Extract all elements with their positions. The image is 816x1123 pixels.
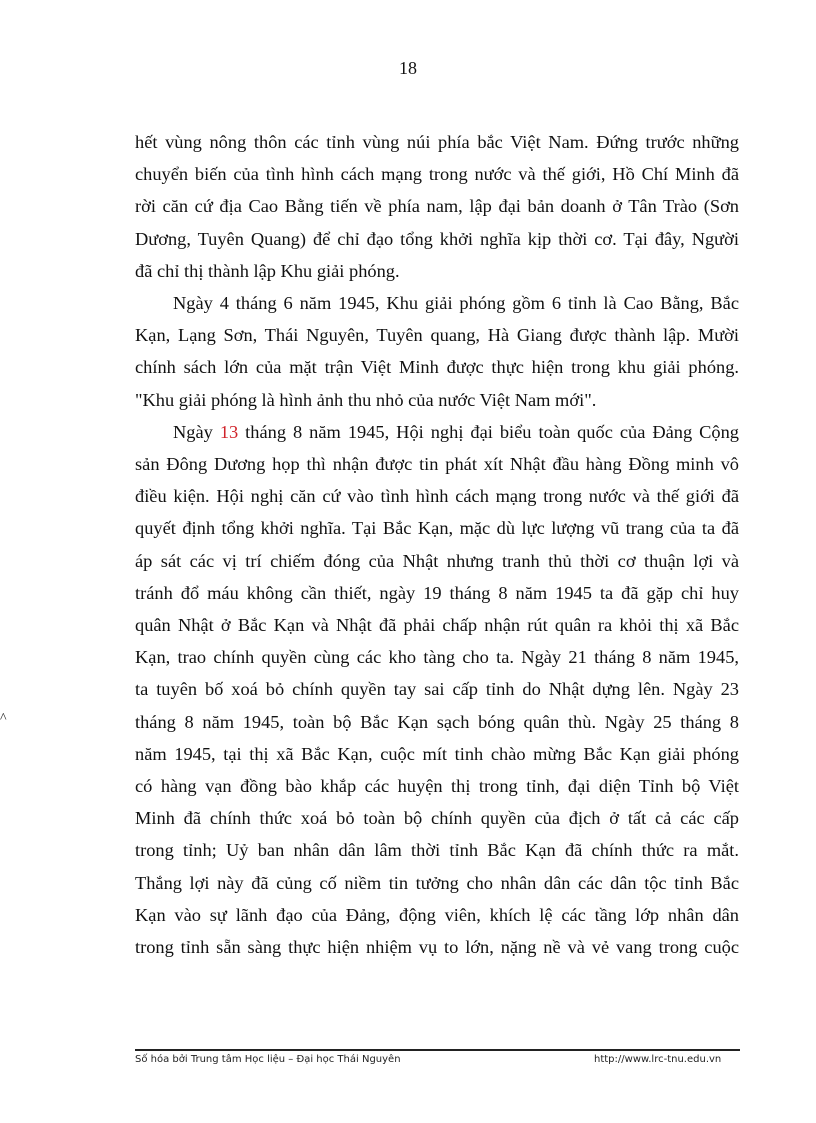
margin-mark: ^ [0, 711, 7, 726]
text-line: quyết định tổng khởi nghĩa. Tại Bắc Kạn, mặc dù lực lượng vũ trang của ta đã [135, 518, 739, 539]
text-line: chuyển biến của tình hình cách mạng trong nước và thế giới, Hồ Chí Minh đã [135, 164, 739, 185]
page-number: 18 [399, 58, 417, 78]
text-line-with-highlight [135, 416, 739, 448]
text-line: Ngày 4 tháng 6 năm 1945, Khu giải phóng gồm 6 tỉnh là Cao Bằng, Bắc [173, 293, 739, 314]
text-line: áp sát các vị trí chiếm đóng của Nhật nhưng tranh thủ thời cơ thuận lợi và [135, 550, 739, 571]
text-line: Dương, Tuyên Quang) để chỉ đạo tổng khởi nghĩa kịp thời cơ. Tại đây, Người [135, 228, 739, 249]
text-fragment: tháng 8 năm 1945, Hội nghị đại biểu toàn quốc của Đảng Cộng [238, 421, 739, 442]
highlighted-date: 13 [219, 421, 239, 442]
text-line: đã chỉ thị thành lập Khu giải phóng. [135, 260, 400, 281]
text-line: quân Nhật ở Bắc Kạn và Nhật đã phải chấp nhận rút quân ra khỏi thị xã Bắc [135, 615, 739, 636]
text-line: trong tỉnh sẵn sàng thực hiện nhiệm vụ to lớn, nặng nề và vẻ vang trong cuộc [135, 937, 739, 958]
text-line: tránh đổ máu không cần thiết, ngày 19 tháng 8 năm 1945 ta đã gặp chỉ huy [135, 582, 739, 603]
paragraph-3 [135, 416, 739, 963]
text-line: điều kiện. Hội nghị căn cứ vào tình hình cách mạng trong nước và thế giới đã [135, 486, 739, 507]
text-line: rời căn cứ địa Cao Bằng tiến về phía nam, lập đại bản doanh ở Tân Trào (Sơn [135, 196, 739, 217]
text-line: "Khu giải phóng là hình ảnh thu nhỏ của nước Việt Nam mới". [135, 389, 597, 410]
text-line: sản Đông Dương họp thì nhận được tin phát xít Nhật đầu hàng Đồng minh vô [135, 454, 739, 475]
text-line: chính sách lớn của mặt trận Việt Minh được thực hiện trong khu giải phóng. [135, 357, 739, 378]
text-line: Kạn vào sự lãnh đạo của Đảng, động viên, khích lệ các tầng lớp nhân dân [135, 904, 739, 925]
footer-divider [135, 1049, 740, 1051]
text-line: ta tuyên bố xoá bỏ chính quyền tay sai cấp tỉnh do Nhật dựng lên. Ngày 23 [135, 679, 739, 700]
document-body [135, 126, 739, 963]
text-line: tháng 8 năm 1945, toàn bộ Bắc Kạn sạch bóng quân thù. Ngày 25 tháng 8 [135, 711, 739, 732]
text-fragment: Ngày [173, 421, 220, 442]
text-line: Thắng lợi này đã củng cố niềm tin tưởng cho nhân dân các dân tộc tỉnh Bắc [135, 872, 739, 893]
footer-url-link[interactable]: http://www.lrc-tnu.edu.vn [594, 1054, 722, 1065]
paragraph-1 [135, 126, 739, 287]
text-line: trong tỉnh; Uỷ ban nhân dân lâm thời tỉnh Bắc Kạn đã chính thức ra mắt. [135, 840, 739, 861]
text-line: Kạn, Lạng Sơn, Thái Nguyên, Tuyên quang, Hà Giang được thành lập. Mười [135, 325, 739, 346]
text-line: hết vùng nông thôn các tỉnh vùng núi phía bắc Việt Nam. Đứng trước những [135, 132, 739, 152]
text-line: năm 1945, tại thị xã Bắc Kạn, cuộc mít tinh chào mừng Bắc Kạn giải phóng [135, 743, 739, 764]
text-line: Kạn, trao chính quyền cùng các kho tàng cho ta. Ngày 21 tháng 8 năm 1945, [135, 647, 739, 668]
text-line: có hàng vạn đồng bào khắp các huyện thị trong tỉnh, đại diện Tỉnh bộ Việt [135, 776, 739, 797]
paragraph-2 [135, 287, 739, 416]
footer-credit: Số hóa bởi Trung tâm Học liệu – Đại học Thái Nguyên [135, 1054, 401, 1065]
text-line: Minh đã chính thức xoá bỏ toàn bộ chính quyền của địch ở tất cả các cấp [135, 808, 739, 829]
